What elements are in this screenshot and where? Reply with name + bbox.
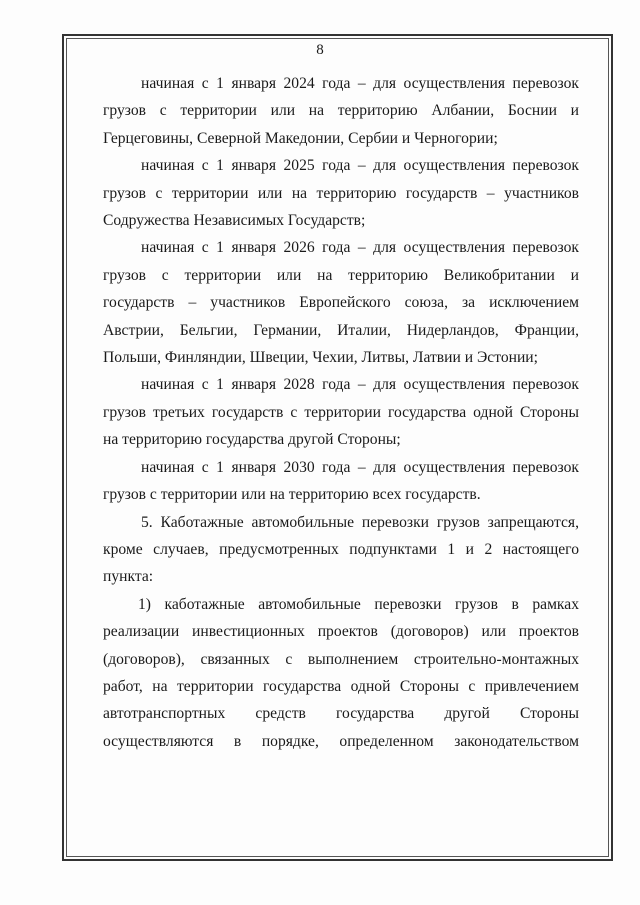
text-line: на территорию государства другой Стороны; [103,431,401,449]
text-line: кроме случаев, предусмотренных подпунктами 1 и 2 настоящего [103,540,579,558]
text-line: грузов третьих государств с территории государства одной Стороны [103,403,579,421]
text-line: пункта: [103,568,154,586]
text-line: осуществляются в порядке, определенном законодательством [103,732,579,750]
text-line: Австрии, Бельгии, Германии, Италии, Нидерландов, Франции, [103,321,579,339]
paragraph-2024 [103,70,579,152]
document-body [103,70,579,755]
text-line: начиная с 1 января 2028 года – для осуществления перевозок [141,376,579,394]
text-line: работ, на территории государства одной Стороны с привлечением [103,677,579,695]
text-line: Герцеговины, Северной Македонии, Сербии и Черногории; [103,129,498,147]
paragraph-subitem-1 [103,591,579,755]
text-line: Польши, Финляндии, Швеции, Чехии, Литвы, Латвии и Эстонии; [103,349,538,367]
text-line: автотранспортных средств государства другой Стороны [103,705,579,723]
text-line: начиная с 1 января 2024 года – для осуществления перевозок [141,75,579,92]
text-line: 5. Каботажные автомобильные перевозки грузов запрещаются, [141,513,579,531]
text-line: Содружества Независимых Государств; [103,212,366,230]
page-number: 8 [316,42,324,58]
paragraph-2030 [103,454,579,509]
text-line: 1) каботажные автомобильные перевозки грузов в рамках [138,595,579,613]
text-line: (договоров), связанных с выполнением строительно-монтажных [103,650,579,668]
text-line: начиная с 1 января 2030 года – для осуществления перевозок [141,458,579,476]
text-line: грузов с территории или на территорию государств – участников [103,184,579,202]
text-line: государств – участников Европейского союза, за исключением [103,294,579,312]
text-line: начиная с 1 января 2025 года – для осуществления перевозок [141,157,579,175]
text-line: начиная с 1 января 2026 года – для осуществления перевозок [141,239,579,257]
paragraph-2026 [103,234,579,371]
paragraph-item-5 [103,509,579,591]
paragraph-2025 [103,152,579,234]
text-line: грузов с территории или на территорию Великобритании и [103,266,579,284]
text-line: грузов с территории или на территорию Албании, Боснии и [103,102,579,120]
text-line: грузов с территории или на территорию всех государств. [103,486,481,504]
text-line: реализации инвестиционных проектов (договоров) или проектов [103,623,579,641]
paragraph-2028 [103,371,579,453]
